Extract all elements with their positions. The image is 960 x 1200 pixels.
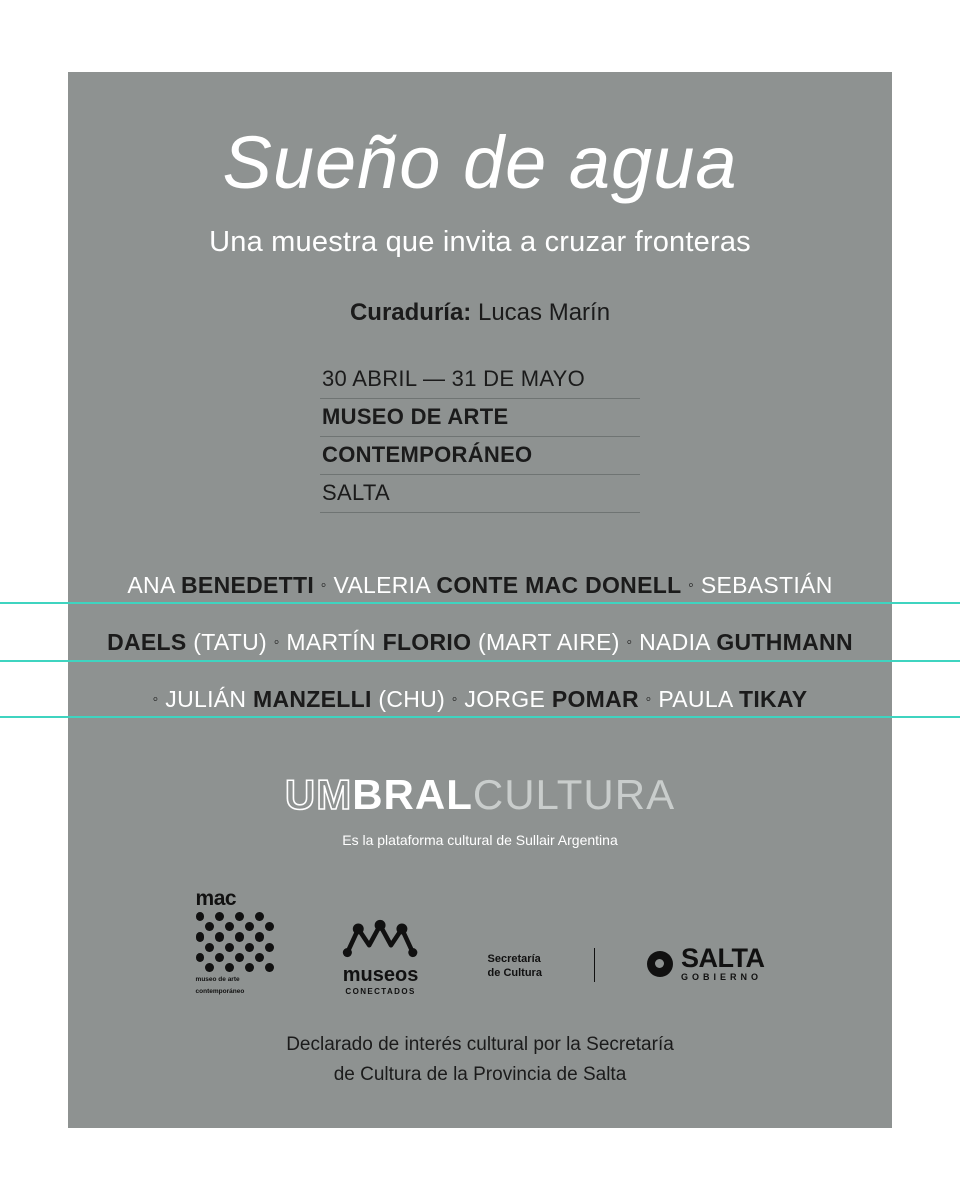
artists-block [68,557,892,728]
mac-logo-word: mac [195,887,237,910]
salta-logo-sub: GOBIERNO [680,972,762,983]
mac-logo [196,888,274,996]
mac-logo-caption-1: museo de arte [195,976,240,983]
secretaria-line-1: Secretaría [487,952,541,965]
mac-logo-dot-grid [196,912,274,972]
umbral-logo-solid: BRAL [352,771,473,818]
venue-line-museum-1: MUSEO DE ARTE [320,399,640,437]
venue-line-museum-2: CONTEMPORÁNEO [320,437,640,475]
curator-label: Curaduría: [349,299,472,326]
salta-logo-name: SALTA [680,942,765,973]
secretaria-cultura-logo [488,953,542,997]
declaration-line-1: Declarado de interés cultural por la Secretaría [286,1034,674,1056]
museos-logo-word: museos [342,964,419,987]
sponsor-logos [68,888,892,996]
accent-rule-bottom [0,716,960,718]
artists-row-1: ANA BENEDETTI ◦ VALERIA CONTE MAC DONELL ◦ SEBASTIÁN [127,572,833,598]
accent-rule-middle [0,660,960,662]
umbral-logo-light: CULTURA [472,771,676,818]
declaration-line-2: de Cultura de la Provincia de Salta [333,1063,627,1085]
salta-gobierno-logo [647,942,765,997]
museos-network-icon [331,918,431,958]
venue-line-city: SALTA [320,475,640,513]
curator-line [68,299,892,327]
umbral-cultura-block [68,771,892,848]
logo-divider [594,948,595,982]
poster-panel [68,72,892,1128]
venue-line-dates: 30 ABRIL — 31 DE MAYO [320,361,640,399]
curator-name: Lucas Marín [477,299,611,326]
accent-rule-top [0,602,960,604]
declaration-text [68,1030,892,1089]
artists-row-2: DAELS (TATU) ◦ MARTÍN FLORIO (MART AIRE) ◦ NADIA GUTHMANN [107,629,853,655]
artists-row-3: ◦ JULIÁN MANZELLI (CHU) ◦ JORGE POMAR ◦ PAULA TIKAY [152,686,808,712]
page-subtitle: Una muestra que invita a cruzar fronteras [209,226,751,258]
venue-block [320,361,640,513]
gear-icon [647,951,673,977]
mac-logo-caption-2: contemporáneo [195,988,245,996]
secretaria-line-2: de Cultura [487,966,542,979]
museos-logo-sub: CONECTADOS [345,987,416,997]
museos-conectados-logo [326,918,436,996]
umbral-tagline: Es la plataforma cultural de Sullair Argentina [342,832,618,848]
umbral-logo [68,771,892,818]
page-title: Sueño de agua [222,121,738,204]
umbral-logo-outline: UM [284,771,353,818]
